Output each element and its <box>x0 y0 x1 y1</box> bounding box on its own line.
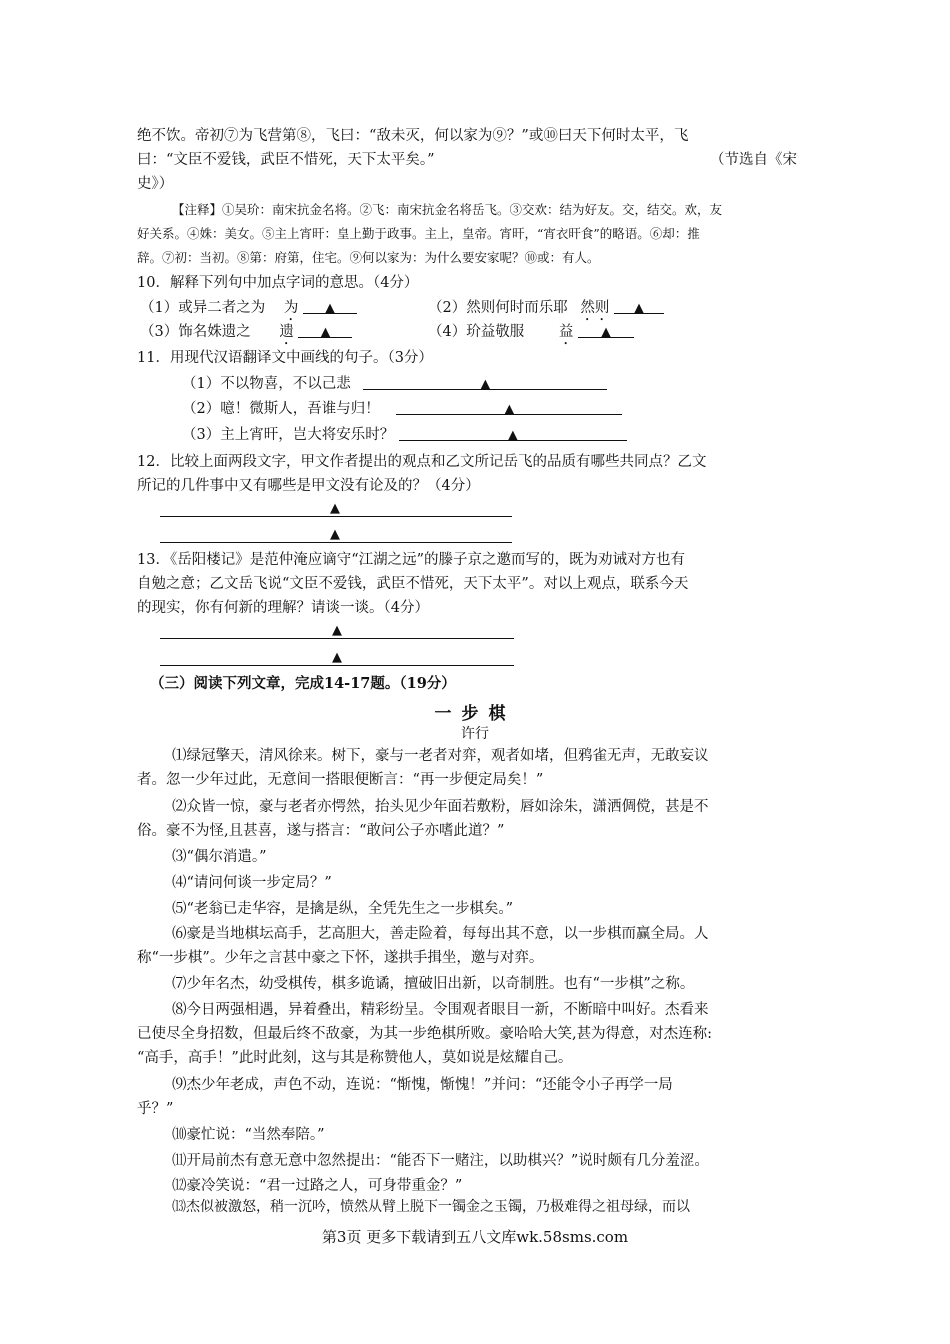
article-line: 称“一步棋”。少年之言甚中豪之下怀，遂拱手揖坐，邀与对弈。 <box>137 950 544 966</box>
article-line: ⑸“老翁已走华容，是擒是纵，全凭先生之一步棋矣。” <box>172 901 514 917</box>
q11-item-2 <box>182 398 622 420</box>
q10-item-2-word: 然则 <box>580 300 610 316</box>
article-line: 已使尽全身招数，但最后终不敌豪，为其一步绝棋所败。豪哈哈大笑,甚为得意，对杰连称: <box>137 1026 712 1042</box>
article-line: 乎？” <box>137 1101 174 1117</box>
answer-marker: ▲ <box>332 650 342 665</box>
question-13-line: 13．《岳阳楼记》是范仲淹应谪守“江湖之远”的滕子京之邀而写的，既为劝诫对方也有 <box>137 552 686 568</box>
answer-line[interactable] <box>160 665 514 666</box>
q10-answer-blank-3[interactable]: ▲ <box>298 321 352 338</box>
q10-answer-blank-4[interactable]: ▲ <box>578 321 634 338</box>
q10-item-1-text: （1）或异二者之为 <box>140 300 266 316</box>
article-line: 俗。豪不为怪,且甚喜，遂与搭言：“敢问公子亦嗜此道？” <box>137 823 505 839</box>
q11-item-2-text: （2）噫！微斯人，吾谁与归！ <box>182 401 380 417</box>
annotation-line: 辞。⑦初：当初。⑧第：府第，住宅。⑨何以家为：为什么要安家呢？⑩或：有人。 <box>137 250 600 265</box>
article-line: ⑵众皆一惊，豪与老者亦愕然，抬头见少年面若敷粉，唇如涂朱，潇洒倜傥，甚是不 <box>172 799 709 815</box>
q11-answer-blank-1[interactable]: ▲ <box>363 373 607 390</box>
answer-line[interactable] <box>160 638 514 639</box>
article-line: ⑺少年名杰，幼受棋传，棋多诡谲，擅破旧出新，以奇制胜。也有“一步棋”之称。 <box>172 976 695 992</box>
question-10-stem: 10．解释下列句中加点字词的意思。（4分） <box>137 275 419 291</box>
q10-answer-blank-2[interactable]: ▲ <box>614 297 664 314</box>
q11-item-3 <box>182 424 627 446</box>
q10-item-4-word: 益 <box>558 324 574 340</box>
q10-answer-blank-1[interactable]: ▲ <box>303 297 357 314</box>
article-line: ⑾开局前杰有意无意中忽然提出：“能否下一赌注，以助棋兴？”说时颇有几分羞涩。 <box>172 1153 709 1169</box>
q11-item-3-text: （3）主上宵旰，岂大将安乐时？ <box>182 427 395 443</box>
passage-text-line: 史》） <box>137 176 174 192</box>
article-line: ⑹豪是当地棋坛高手，艺高胆大，善走险着，每每出其不意，以一步棋而赢全局。人 <box>172 926 709 942</box>
q10-item-2 <box>428 297 664 324</box>
section-heading: （三）阅读下列文章，完成14-17题。（19分） <box>150 675 456 692</box>
article-line: ⑻今日两强相遇，异着叠出，精彩纷呈。令围观者眼目一新，不断暗中叫好。杰看来 <box>172 1002 709 1018</box>
q11-answer-blank-3[interactable]: ▲ <box>399 424 627 441</box>
article-line: ⑽豪忙说：“当然奉陪。” <box>172 1127 325 1143</box>
source-citation: （节选自《宋 <box>710 152 797 168</box>
q10-item-4-text: （4）玠益敬服 <box>428 324 525 340</box>
article-line: ⒀杰似被激怒，稍一沉吟，愤然从臂上脱下一镯金之玉镯，乃极难得之祖母绿，而以 <box>172 1199 690 1215</box>
question-11-stem: 11．用现代汉语翻译文中画线的句子。（3分） <box>137 350 433 366</box>
q11-item-1 <box>182 373 607 395</box>
q10-item-3-text: （3）饰名姝遗之 <box>140 324 251 340</box>
article-author: 许行 <box>461 726 489 742</box>
article-line: ⑿豪冷笑说：“君一过路之人，可身带重金？” <box>172 1178 463 1194</box>
answer-line[interactable] <box>160 542 512 543</box>
question-12-line: 12．比较上面两段文字，甲文作者提出的观点和乙文所记岳飞的品质有哪些共同点？乙文 <box>137 454 707 470</box>
answer-marker: ▲ <box>330 527 340 542</box>
answer-marker: ▲ <box>330 501 340 516</box>
article-line: ⑼杰少年老成，声色不动，连说：“惭愧，惭愧！”并问：“还能令小子再学一局 <box>172 1077 673 1093</box>
q10-item-2-text: （2）然则何时而乐耶 <box>428 300 568 316</box>
q11-item-1-text: （1）不以物喜，不以己悲 <box>182 376 351 392</box>
article-line: 者。忽一少年过此，无意间一搭眼便断言：“再一步便定局矣！” <box>137 772 544 788</box>
article-title: 一步棋 <box>434 704 516 724</box>
question-13-line: 的现实，你有何新的理解？请谈一谈。（4分） <box>137 600 429 616</box>
annotation-line: 好关系。④姝：美女。⑤主上宵旰：皇上勤于政事。主上，皇帝。宵旰，“宵衣旰食”的略语。⑥却：推 <box>137 226 700 241</box>
article-line: ⑷“请问何谈一步定局？” <box>172 875 332 891</box>
article-line: ⑶“偶尔消遣。” <box>172 849 267 865</box>
q11-answer-blank-2[interactable]: ▲ <box>396 398 622 415</box>
question-12-line: 所记的几件事中又有哪些是甲文没有论及的？（4分） <box>137 478 480 494</box>
q10-item-1-word: 为 <box>283 300 299 316</box>
passage-text-line: 绝不饮。帝初⑦为飞营第⑧，飞曰：“敌未灭，何以家为⑨？”或⑩曰天下何时太平，飞 <box>137 128 689 144</box>
q10-item-1 <box>140 297 357 324</box>
q10-item-4 <box>428 321 634 348</box>
question-13-line: 自勉之意；乙文岳飞说“文臣不爱钱，武臣不惜死，天下太平”。对以上观点，联系今天 <box>137 576 689 592</box>
page-footer: 第3页 更多下载请到五八文库wk.58sms.com <box>321 1228 629 1246</box>
annotation-line: 【注释】①吴玠：南宋抗金名将。②飞：南宋抗金名将岳飞。③交欢：结为好友。交，结交。欢，友 <box>172 202 723 217</box>
q10-item-3 <box>140 321 352 348</box>
article-line: “高手，高手！”此时此刻，这与其是称赞他人，莫如说是炫耀自己。 <box>137 1050 573 1066</box>
answer-line[interactable] <box>160 516 512 517</box>
q10-item-3-word: 遗 <box>279 324 294 340</box>
answer-marker: ▲ <box>332 623 342 638</box>
passage-text-segment: 曰：“文臣不爱钱，武臣不惜死，天下太平矣。” <box>137 152 435 168</box>
article-line: ⑴绿冠擎天，清风徐来。树下，豪与一老者对弈，观者如堵，但鸦雀无声，无敢妄议 <box>172 748 709 764</box>
passage-text-line <box>137 149 813 171</box>
